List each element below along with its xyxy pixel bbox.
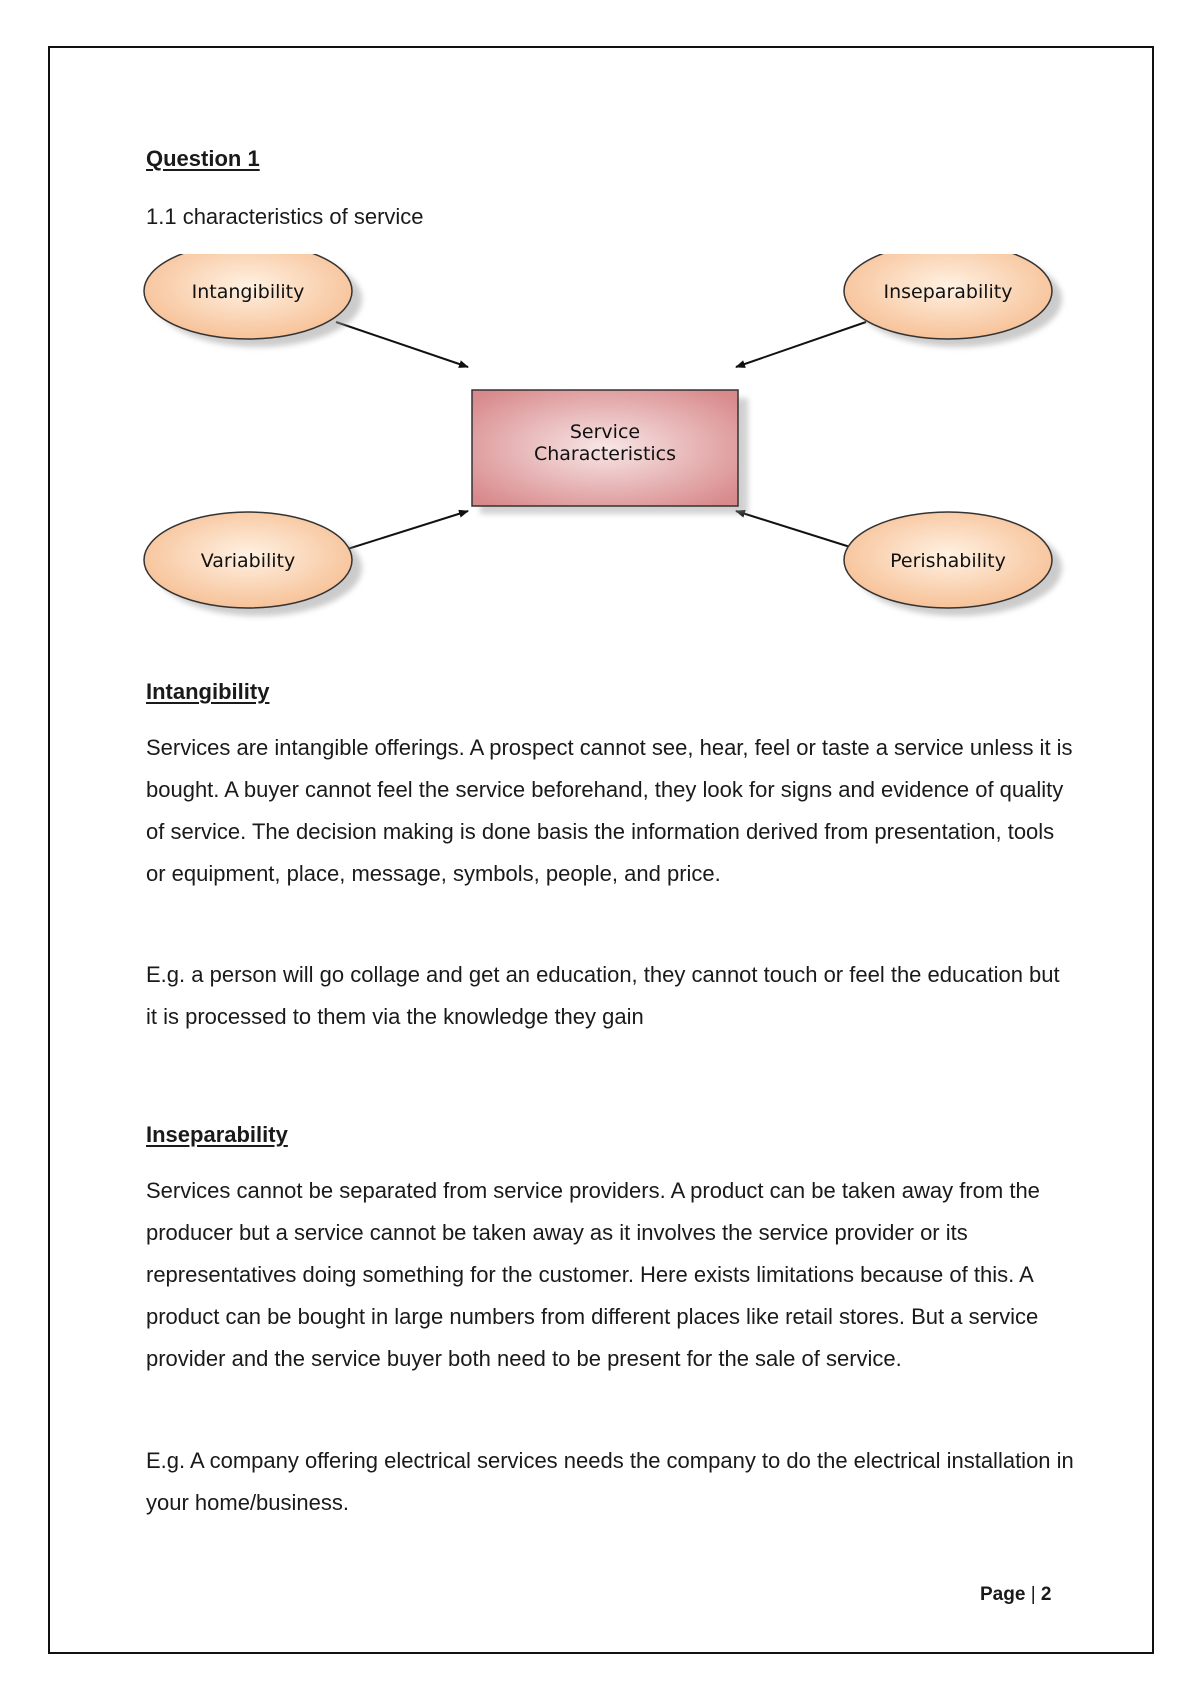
service-characteristics-diagram xyxy=(140,254,1080,654)
arrow-variability xyxy=(338,511,468,552)
inseparability-heading: Inseparability xyxy=(146,1122,288,1147)
inseparability-paragraph: Services cannot be separated from service providers. A product can be taken away from the producer but a service cannot be taken away as it involves the service provider or its representatives doing something for the customer. Here exists limitations because of this. A product can be bought in large numbers from different places like retail stores. But a service provider and the service buyer both need to be present for the sale of service. xyxy=(146,1178,1040,1371)
node-variability-label: Variability xyxy=(200,550,296,572)
intangibility-paragraph: Services are intangible offerings. A prospect cannot see, hear, feel or taste a service unless it is bought. A buyer cannot feel the service beforehand, they look for signs and evidence of quality of service. The decision making is done basis the information derived from presentation, tools or equipment, place, message, symbols, people, and price. xyxy=(146,735,1073,886)
inseparability-example: E.g. A company offering electrical services needs the company to do the electrical installation in your home/business. xyxy=(146,1448,1074,1515)
section-label: 1.1 characteristics of service xyxy=(146,204,424,229)
arrow-inseparability xyxy=(736,322,866,367)
page-separator: | xyxy=(1030,1584,1036,1605)
page-footer xyxy=(980,1584,1052,1606)
node-inseparability-label: Inseparability xyxy=(883,281,1013,303)
intangibility-example: E.g. a person will go collage and get an education, they cannot touch or feel the education but it is processed to them via the knowledge they gain xyxy=(146,962,1060,1029)
center-label-line2: Characteristics xyxy=(533,443,677,465)
arrow-intangibility xyxy=(336,322,468,367)
node-perishability-label: Perishability xyxy=(890,550,1006,572)
center-label-line1: Service xyxy=(569,421,641,443)
page-label: Page xyxy=(980,1584,1026,1605)
question-title: Question 1 xyxy=(146,146,260,171)
node-intangibility-label: Intangibility xyxy=(191,281,305,303)
arrow-perishability xyxy=(736,511,866,552)
page-number: 2 xyxy=(1040,1584,1052,1605)
intangibility-heading: Intangibility xyxy=(146,679,270,704)
